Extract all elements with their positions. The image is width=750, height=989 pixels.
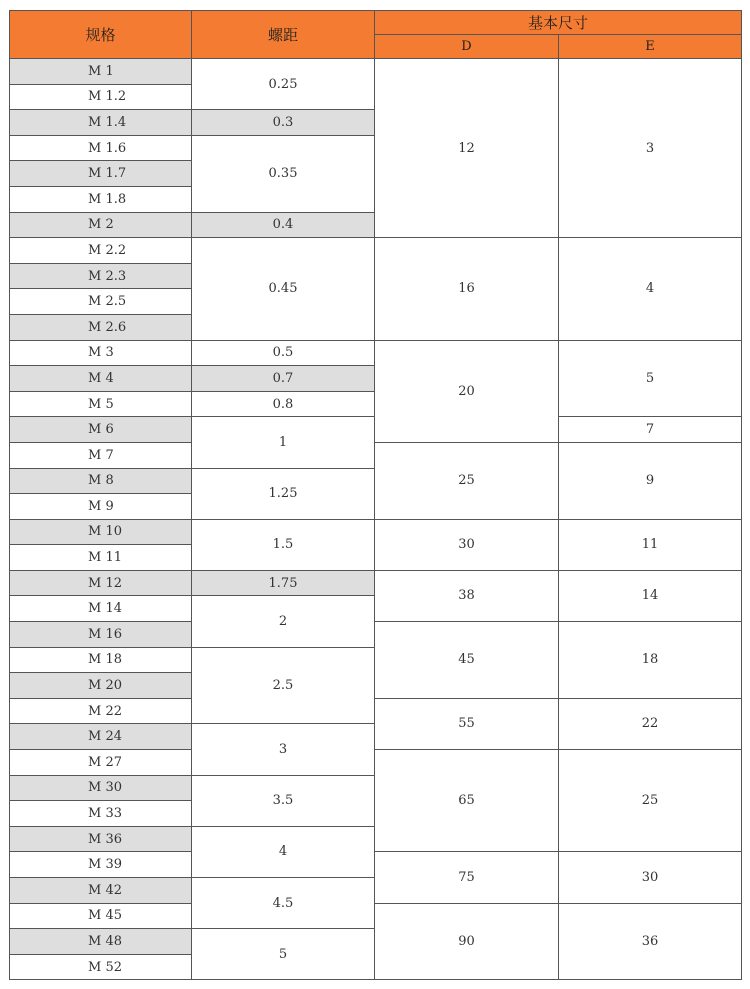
spec-cell: M 7 bbox=[10, 442, 192, 468]
table-row bbox=[10, 519, 742, 545]
d-cell: 20 bbox=[375, 340, 559, 442]
pitch-cell: 0.5 bbox=[192, 340, 375, 366]
spec-cell: M 52 bbox=[10, 954, 192, 980]
pitch-cell: 0.35 bbox=[192, 135, 375, 212]
spec-cell: M 18 bbox=[10, 647, 192, 673]
e-cell: 18 bbox=[559, 622, 742, 699]
spec-cell: M 39 bbox=[10, 852, 192, 878]
header-spec: 规格 bbox=[10, 11, 192, 59]
d-cell: 16 bbox=[375, 238, 559, 340]
d-cell: 12 bbox=[375, 59, 559, 238]
spec-cell: M 1.2 bbox=[10, 84, 192, 110]
d-cell: 90 bbox=[375, 903, 559, 980]
pitch-cell: 4 bbox=[192, 826, 375, 877]
pitch-cell: 1.5 bbox=[192, 519, 375, 570]
d-cell: 65 bbox=[375, 750, 559, 852]
table-row bbox=[10, 238, 742, 264]
spec-cell: M 9 bbox=[10, 494, 192, 520]
e-cell: 4 bbox=[559, 238, 742, 340]
d-cell: 38 bbox=[375, 570, 559, 621]
spec-cell: M 2.3 bbox=[10, 263, 192, 289]
header-pitch: 螺距 bbox=[192, 11, 375, 59]
spec-cell: M 1.6 bbox=[10, 135, 192, 161]
spec-cell: M 11 bbox=[10, 545, 192, 571]
e-cell: 36 bbox=[559, 903, 742, 980]
spec-cell: M 5 bbox=[10, 391, 192, 417]
table-header bbox=[10, 11, 742, 59]
thread-spec-table bbox=[9, 10, 742, 980]
pitch-cell: 3 bbox=[192, 724, 375, 775]
spec-cell: M 12 bbox=[10, 570, 192, 596]
e-cell: 22 bbox=[559, 698, 742, 749]
d-cell: 45 bbox=[375, 622, 559, 699]
pitch-cell: 0.3 bbox=[192, 110, 375, 136]
table-body bbox=[10, 59, 742, 980]
spec-cell: M 8 bbox=[10, 468, 192, 494]
header-d: D bbox=[375, 35, 559, 59]
spec-cell: M 1 bbox=[10, 59, 192, 85]
spec-cell: M 36 bbox=[10, 826, 192, 852]
table-row bbox=[10, 622, 742, 648]
spec-cell: M 22 bbox=[10, 698, 192, 724]
header-e: E bbox=[559, 35, 742, 59]
spec-cell: M 2.5 bbox=[10, 289, 192, 315]
pitch-cell: 2 bbox=[192, 596, 375, 647]
spec-cell: M 30 bbox=[10, 775, 192, 801]
e-cell: 3 bbox=[559, 59, 742, 238]
spec-cell: M 2.2 bbox=[10, 238, 192, 264]
table-row bbox=[10, 852, 742, 878]
spec-cell: M 1.8 bbox=[10, 186, 192, 212]
table-row bbox=[10, 750, 742, 776]
pitch-cell: 1 bbox=[192, 417, 375, 468]
pitch-cell: 5 bbox=[192, 929, 375, 980]
spec-cell: M 10 bbox=[10, 519, 192, 545]
spec-cell: M 1.7 bbox=[10, 161, 192, 187]
spec-cell: M 20 bbox=[10, 673, 192, 699]
pitch-cell: 0.25 bbox=[192, 59, 375, 110]
table-row bbox=[10, 59, 742, 85]
spec-cell: M 4 bbox=[10, 366, 192, 392]
d-cell: 30 bbox=[375, 519, 559, 570]
e-cell: 14 bbox=[559, 570, 742, 621]
pitch-cell: 1.25 bbox=[192, 468, 375, 519]
spec-cell: M 16 bbox=[10, 622, 192, 648]
e-cell: 5 bbox=[559, 340, 742, 417]
d-cell: 25 bbox=[375, 442, 559, 519]
spec-cell: M 24 bbox=[10, 724, 192, 750]
spec-cell: M 3 bbox=[10, 340, 192, 366]
pitch-cell: 0.4 bbox=[192, 212, 375, 238]
spec-cell: M 6 bbox=[10, 417, 192, 443]
spec-cell: M 33 bbox=[10, 801, 192, 827]
spec-cell: M 27 bbox=[10, 750, 192, 776]
e-cell: 7 bbox=[559, 417, 742, 443]
spec-cell: M 2 bbox=[10, 212, 192, 238]
e-cell: 9 bbox=[559, 442, 742, 519]
d-cell: 55 bbox=[375, 698, 559, 749]
spec-cell: M 42 bbox=[10, 878, 192, 904]
pitch-cell: 1.75 bbox=[192, 570, 375, 596]
table-row bbox=[10, 570, 742, 596]
table-row bbox=[10, 442, 742, 468]
d-cell: 75 bbox=[375, 852, 559, 903]
pitch-cell: 0.45 bbox=[192, 238, 375, 340]
pitch-cell: 2.5 bbox=[192, 647, 375, 724]
spec-cell: M 1.4 bbox=[10, 110, 192, 136]
pitch-cell: 0.7 bbox=[192, 366, 375, 392]
table-row bbox=[10, 698, 742, 724]
e-cell: 25 bbox=[559, 750, 742, 852]
pitch-cell: 0.8 bbox=[192, 391, 375, 417]
pitch-cell: 4.5 bbox=[192, 878, 375, 929]
table-row bbox=[10, 903, 742, 929]
spec-cell: M 2.6 bbox=[10, 314, 192, 340]
header-basic-size: 基本尺寸 bbox=[375, 11, 742, 35]
e-cell: 30 bbox=[559, 852, 742, 903]
spec-cell: M 48 bbox=[10, 929, 192, 955]
table-row bbox=[10, 340, 742, 366]
e-cell: 11 bbox=[559, 519, 742, 570]
spec-cell: M 14 bbox=[10, 596, 192, 622]
pitch-cell: 3.5 bbox=[192, 775, 375, 826]
spec-cell: M 45 bbox=[10, 903, 192, 929]
